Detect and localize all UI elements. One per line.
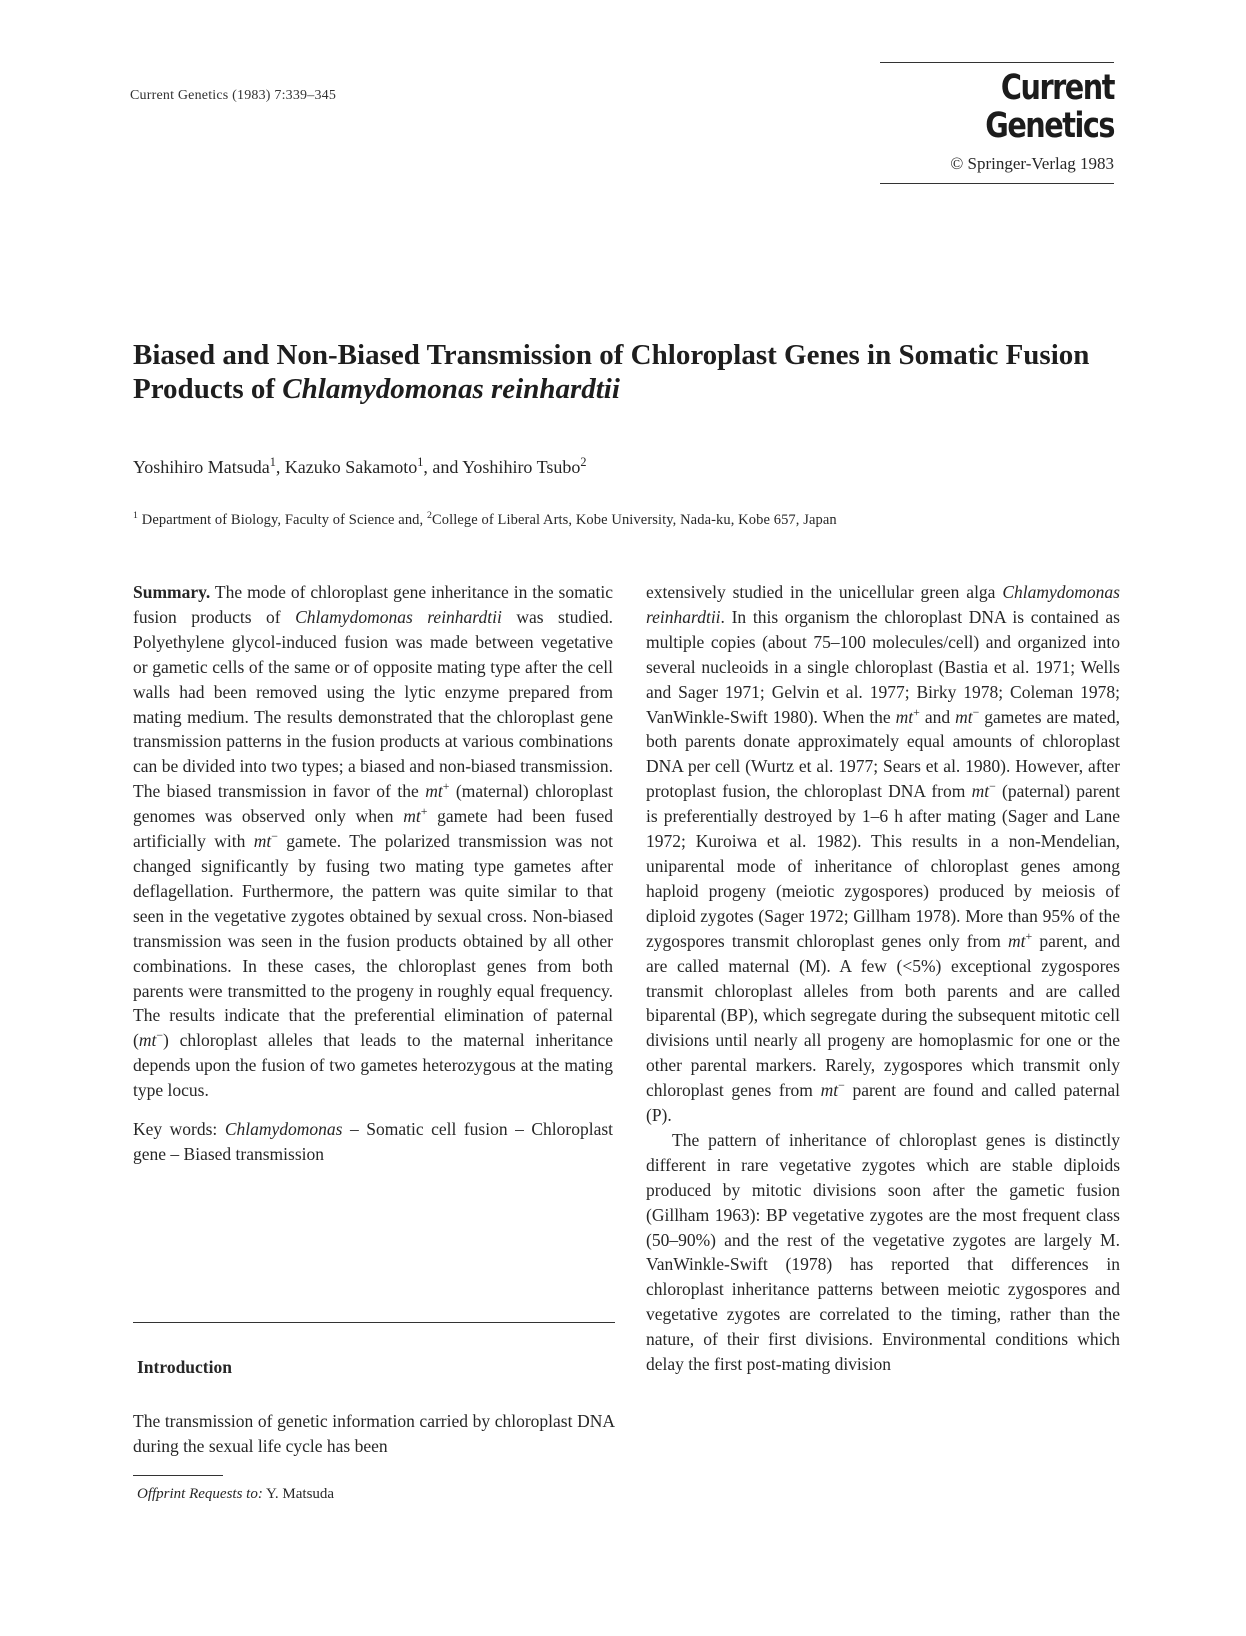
masthead-top-rule	[880, 62, 1114, 63]
keywords-list: – Somatic cell fusion – Chloroplast gene – Biased transmission	[133, 1119, 614, 1164]
mating-type-sign: −	[989, 779, 996, 794]
author-name: Yoshihiro Matsuda	[133, 457, 270, 477]
mating-type-term: mt	[138, 1030, 157, 1051]
mating-type-sign: +	[420, 804, 428, 819]
species-name: Chlamydomonas reinhardtii	[295, 606, 502, 627]
summary-text: was studied. Polyethylene glycol-induced fusion was made between vegetative or gametic cells of the same or of opposite mating type after the cell walls had been removed using the lytic enzyme prepared from mating medium. The results demonstrated that the chloroplast gene transmission patterns in the fusion products at various combinations can be divided into two types; a biased and non-biased transmission. The biased transmission in favor of the	[133, 606, 613, 802]
journal-masthead	[880, 62, 1114, 184]
section-divider	[133, 1322, 615, 1323]
affiliation-mark: 2	[426, 510, 433, 522]
mating-type-sign: +	[913, 704, 920, 719]
author-name: Yoshihiro Tsubo	[462, 457, 581, 477]
body-paragraph	[646, 580, 1120, 1128]
offprint-name: Y. Matsuda	[262, 1486, 335, 1502]
summary-heading: Summary.	[133, 582, 211, 602]
body-text: parent are found and called paternal (P).	[646, 1080, 1121, 1126]
offprint-note	[137, 1486, 334, 1503]
affiliation-mark: 1	[133, 510, 139, 522]
keyword-genus: Chlamydomonas	[224, 1119, 343, 1140]
mating-type-sign: −	[838, 1078, 845, 1093]
author-list	[133, 457, 586, 478]
author-separator: , and	[423, 457, 463, 477]
summary-text: gamete. The polarized transmission was not changed significantly by fusing two mating type gametes after deflagellation. Furthermore, the pattern was quite similar to that seen in the vegetative zygotes obtained by sexual cross. Non-biased transmission was seen in the fusion products obtained by all other combinations. In these cases, the chloroplast genes from both parents were transmitted to the progeny in roughly equal frequency. The results indicate that the preferential elimination of paternal (	[133, 831, 613, 1051]
summary-text: (maternal) chloroplast genomes was observed only when	[133, 781, 613, 827]
body-text: gametes are mated, both parents donate approximately equal amounts of chloroplast DNA per cell (Wurtz et al. 1977; Sears et al. 1980). However, after protoplast fusion, the chloroplast DNA from	[646, 706, 1120, 802]
mating-type-term: mt	[955, 706, 973, 727]
right-column	[646, 580, 1120, 1377]
mating-type-sign: −	[156, 1028, 164, 1043]
affiliation-text: Department of Biology, Faculty of Science and,	[138, 512, 427, 528]
mating-type-term: mt	[253, 831, 272, 852]
mating-type-sign: −	[271, 829, 278, 844]
body-text: (paternal) parent is preferentially destroyed by 1–6 h after mating (Sager and Lane 1972; Kuroiwa et al. 1982). This results in a non-Mendelian, uniparental mode of inheritance of chloroplast genes among haploid progeny (meiotic zygospores) produced by meiosis of diploid zygotes (Sager 1972; Gillham 1978). More than 95% of the zygospores transmit chloroplast genes only from	[646, 781, 1120, 951]
mating-type-term: mt	[895, 706, 914, 727]
left-column	[133, 580, 613, 1167]
title-main: Biased and Non-Biased Transmission of Chloroplast Genes in Somatic Fusion Products of	[133, 339, 1090, 405]
keywords-label: Key words:	[133, 1119, 218, 1140]
keywords-paragraph	[133, 1117, 613, 1167]
journal-name: Current Genetics	[985, 68, 1114, 146]
body-text: and	[919, 706, 956, 727]
summary-text: ) chloroplast alleles that leads to the maternal inheritance depends upon the fusion of two gametes heterozygous at the mating type locus.	[133, 1030, 613, 1101]
journal-citation: Current Genetics (1983) 7:339–345	[130, 88, 337, 103]
article-title	[133, 338, 1133, 406]
mating-type-term: mt	[820, 1080, 839, 1101]
mating-type-sign: +	[1025, 928, 1033, 943]
species-name: Chlamydomonas reinhardtii	[646, 582, 1120, 627]
mating-type-sign: +	[442, 779, 450, 794]
introduction-paragraph: The transmission of genetic information carried by chloroplast DNA during the sexual life cycle has been	[133, 1411, 615, 1456]
mating-type-sign: −	[972, 704, 980, 719]
summary-paragraph	[133, 580, 613, 1103]
body-text: . In this organism the chloroplast DNA is contained as multiple copies (about 75–100 molecules/cell) and organized into several nucleoids in a single chloroplast (Bastia et al. 1971; Wells and Sager 1971; Gelvin et al. 1977; Birky 1978; Coleman 1978; VanWinkle-Swift 1980). When the	[646, 606, 1120, 727]
body-paragraph: The pattern of inheritance of chloroplast genes is distinctly different in rare vegetative zygotes which are stable diploids produced by mitotic divisions soon after the gametic fusion (Gillham 1963): BP vegetative zygotes are the most frequent class (50–90%) and the rest of the vegetative zygotes are largely M. VanWinkle-Swift (1978) has reported that differences in chloroplast inheritance patterns between meiotic zygospores and vegetative zygotes are correlated to the timing, rather than the nature, of their first divisions. Environmental conditions which delay the first post-mating division	[646, 1129, 1120, 1375]
footnote-rule	[133, 1475, 223, 1476]
summary-text: The mode of chloroplast gene inheritance in the somatic fusion products of	[133, 582, 613, 627]
offprint-label: Offprint Requests to:	[137, 1486, 263, 1502]
author-name: Kazuko Sakamoto	[284, 457, 418, 477]
affiliation	[133, 512, 837, 529]
title-species: Chlamydomonas reinhardtii	[282, 373, 620, 405]
body-text: extensively studied in the unicellular green alga	[646, 582, 1003, 602]
introduction-heading: Introduction	[137, 1357, 232, 1377]
author-separator: ,	[275, 457, 285, 477]
author-affiliation-mark: 2	[580, 455, 587, 469]
mating-type-term: mt	[403, 806, 421, 827]
mating-type-term: mt	[1008, 930, 1026, 951]
summary-text: gamete had been fused artificially with	[133, 806, 613, 852]
publisher-line: © Springer-Verlag 1983	[950, 154, 1114, 173]
mating-type-term: mt	[425, 781, 443, 802]
author-affiliation-mark: 1	[269, 455, 276, 469]
mating-type-term: mt	[971, 781, 990, 802]
author-affiliation-mark: 1	[417, 455, 424, 469]
affiliation-text: College of Liberal Arts, Kobe University, Nada-ku, Kobe 657, Japan	[432, 512, 837, 528]
masthead-bottom-rule	[880, 183, 1114, 184]
body-text: parent, and are called maternal (M). A few (<5%) exceptional zygospores transmit chloroplast alleles from both parents and are called biparental (BP), which segregate during the subsequent mitotic cell divisions until nearly all progeny are homoplasmic for one or the other parental markers. Rarely, zygospores which transmit only chloroplast genes from	[646, 930, 1120, 1101]
